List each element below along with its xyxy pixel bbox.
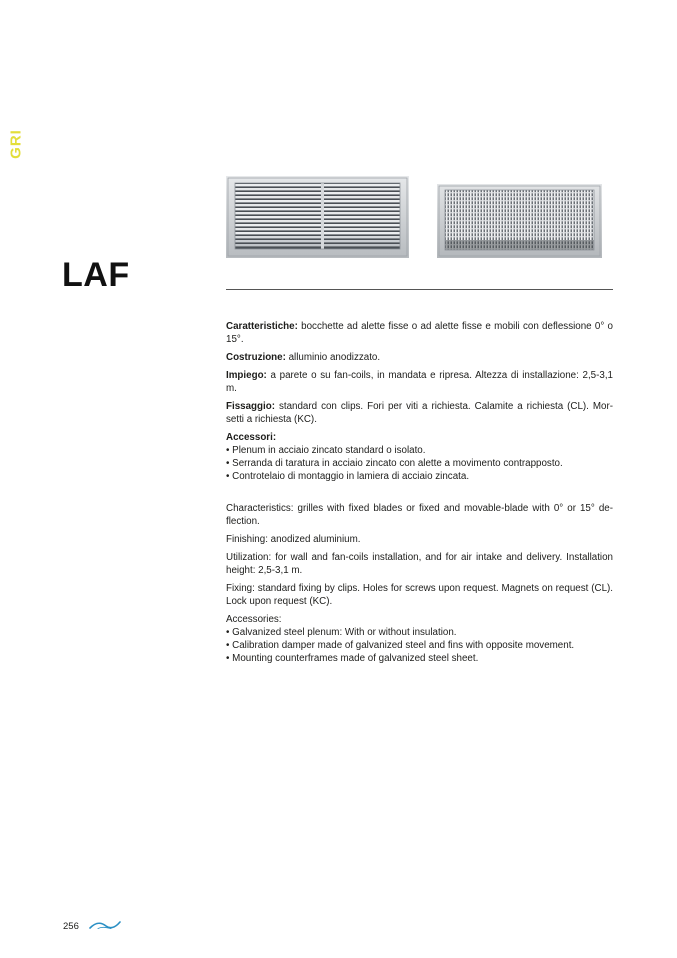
finishing-text: anodized aluminium. [267,534,361,545]
accessori-label: Accessori: [226,432,277,443]
finishing-label: Finishing: [226,534,268,545]
fixing-text: standard fixing by clips. Holes for screws upon request. Magnets on request (CL). Lock upon request (KC). [226,583,613,607]
product-description [226,320,613,665]
finishing-paragraph [226,533,613,546]
accessori-list [226,444,613,483]
utilization-label: Utilization: [226,552,272,563]
section-tab [5,130,27,158]
accessories-list [226,626,613,665]
caratteristiche-text: bocchette ad alette fisse o ad alette fisse e mobili con deflessione 0° o 15°. [226,321,613,345]
costruzione-text: alluminio anodizzato. [285,352,381,363]
fissaggio-label: Fissaggio: [226,401,275,412]
accessori-block [226,431,613,483]
list-item: • Calibration damper made of galvanized steel and fins with opposite movement. [226,639,613,652]
caratteristiche-paragraph [226,320,613,346]
accessories-label: Accessories: [226,614,282,625]
costruzione-label: Costruzione: [226,352,286,363]
section-tab-label: GRI [7,129,25,159]
accessories-block [226,613,613,665]
fixing-label: Fixing: [226,583,255,594]
characteristics-text: grilles with fixed blades or fixed and movable-blade with 0° or 15° de-flection. [226,503,613,527]
double-deflection-grille-photo [437,184,602,258]
utilization-paragraph [226,551,613,577]
costruzione-paragraph [226,351,613,364]
list-item: • Controtelaio di montaggio in lamiera di acciaio zincata. [226,470,613,483]
impiego-text: a parete o su fan-coils, in mandata e ripresa. Altezza di installazione: 2,5-3,1 m. [226,370,613,394]
fissaggio-text: standard con clips. Fori per viti a richiesta. Calamite a richiesta (CL). Mor-setti a richiesta (KC). [226,401,613,425]
characteristics-label: Characteristics: [226,503,294,514]
italian-section [226,320,613,483]
fissaggio-paragraph [226,400,613,426]
utilization-text: for wall and fan-coils installation, and for air intake and delivery. Installation height: 2,5-3,1 m. [226,552,613,576]
impiego-label: Impiego: [226,370,267,381]
product-title: LAF [62,256,130,294]
caratteristiche-label: Caratteristiche: [226,321,298,332]
characteristics-paragraph [226,502,613,528]
fixing-paragraph [226,582,613,608]
title-divider [226,289,613,290]
english-section [226,502,613,665]
page-number: 256 [63,921,79,932]
wave-logo-icon [89,919,121,931]
list-item: • Plenum in acciaio zincato standard o isolato. [226,444,613,457]
single-deflection-grille-photo [226,176,409,258]
impiego-paragraph [226,369,613,395]
list-item: • Serranda di taratura in acciaio zincato con alette a movimento contrapposto. [226,457,613,470]
list-item: • Galvanized steel plenum: With or without insulation. [226,626,613,639]
list-item: • Mounting counterframes made of galvanized steel sheet. [226,652,613,665]
